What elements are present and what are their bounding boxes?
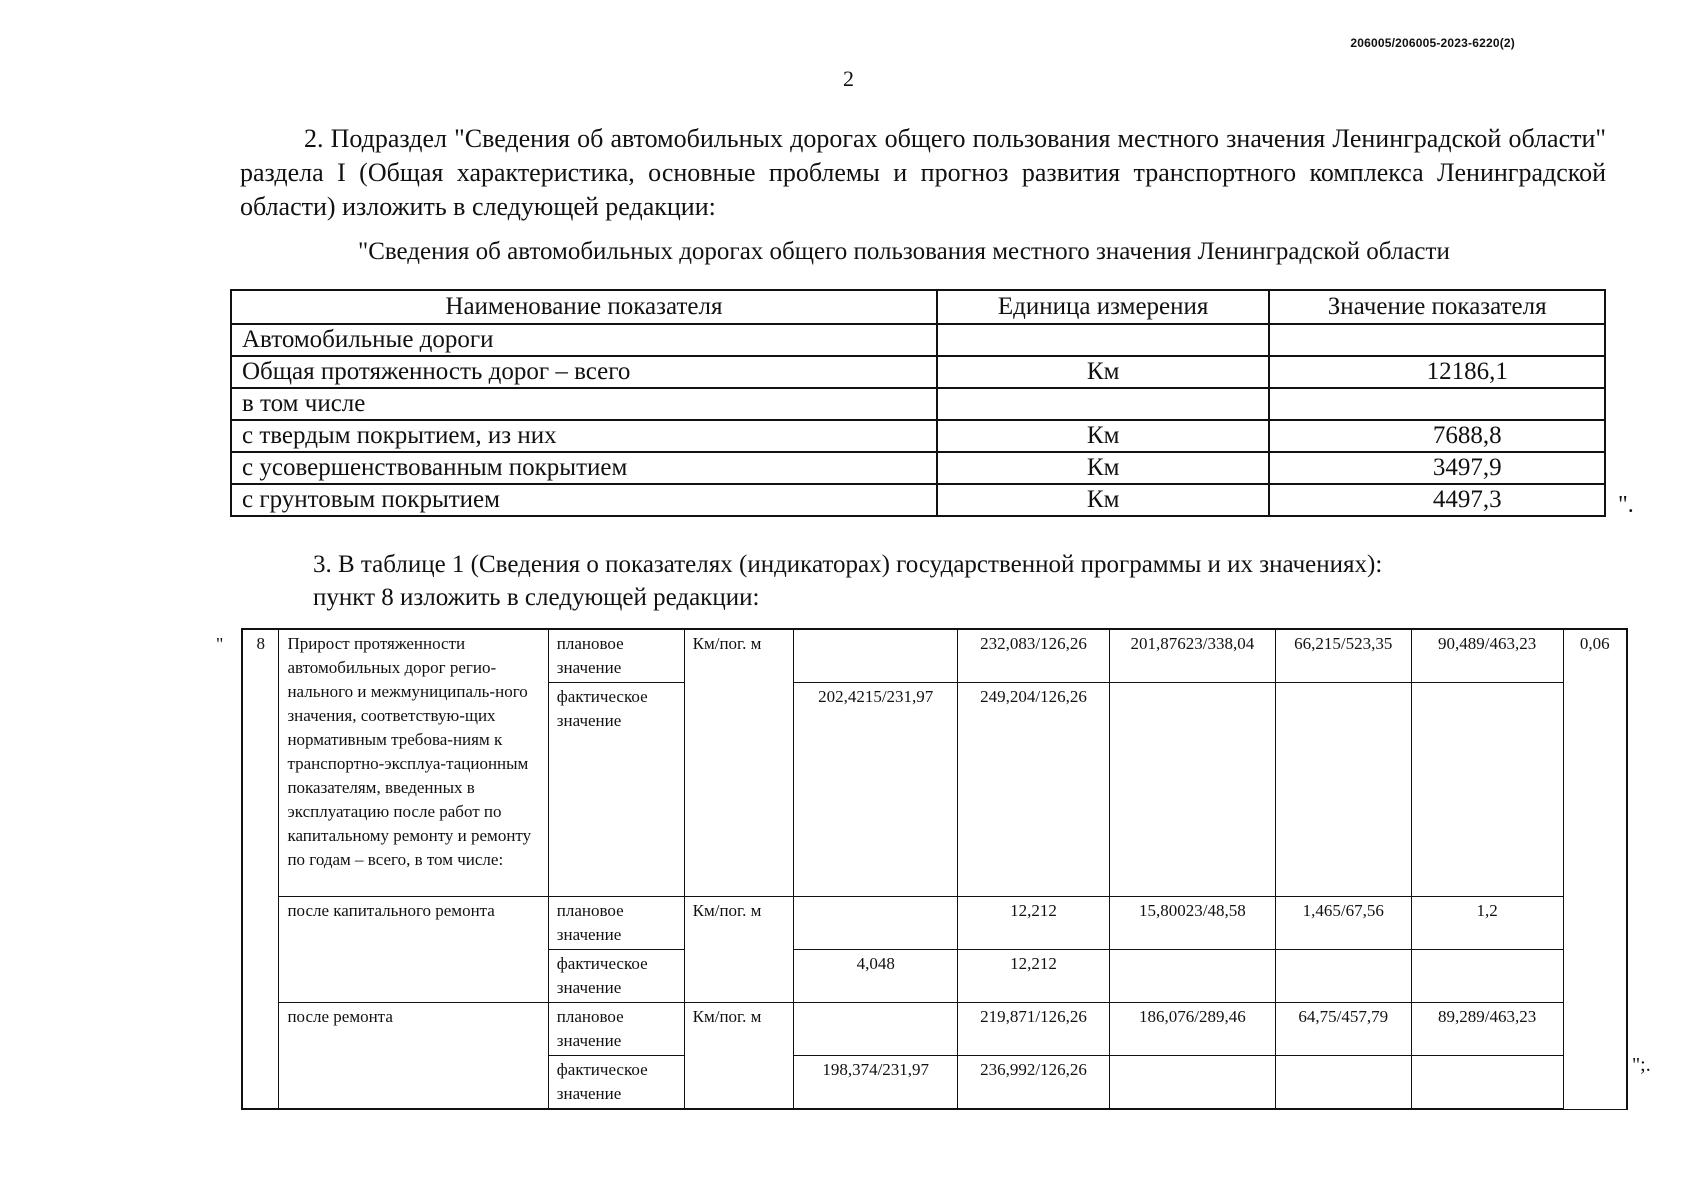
row-name: в том числе (231, 388, 937, 420)
unit: Км/пог. м (684, 1003, 794, 1110)
table-row (242, 1003, 1627, 1056)
value-cell (1109, 1056, 1275, 1110)
value-cell (1109, 683, 1275, 897)
table-header-row (231, 290, 1605, 324)
value-type: фактическое значение (548, 1056, 684, 1110)
value-cell: 90,489/463,23 (1411, 629, 1563, 683)
table-1-caption: "Сведения об автомобильных дорогах общего пользования местного значения Ленинградской области (358, 238, 1450, 265)
value-cell: 249,204/126,26 (958, 683, 1110, 897)
row-unit: Км (937, 420, 1270, 452)
table-row (242, 897, 1627, 950)
table-2-opening-quote: " (216, 634, 224, 654)
section-3-paragraph (313, 548, 1382, 614)
value-cell (1411, 683, 1563, 897)
row-unit: Км (937, 452, 1270, 484)
value-type: плановое значение (548, 897, 684, 950)
row-unit: Км (937, 356, 1270, 388)
unit: Км/пог. м (684, 629, 794, 897)
table-row (231, 388, 1605, 420)
value-cell (1275, 1056, 1411, 1110)
table-row (231, 324, 1605, 356)
value-cell: 232,083/126,26 (958, 629, 1110, 683)
page-number: 2 (843, 66, 854, 91)
table-2-closing-quote: ";. (1632, 1054, 1651, 1076)
indicator-name: после капитального ремонта (279, 897, 548, 1003)
row-unit (937, 324, 1270, 356)
row-value (1269, 324, 1605, 356)
column-header-unit: Единица измерения (937, 290, 1270, 324)
row-unit (937, 388, 1270, 420)
value-type: фактическое значение (548, 950, 684, 1003)
table-row (231, 356, 1605, 388)
value-cell (794, 629, 958, 683)
row-value (1269, 388, 1605, 420)
value-cell (794, 1003, 958, 1056)
row-name: Автомобильные дороги (231, 324, 937, 356)
indicator-name: Прирост протяженности автомобильных дорог регио-нального и межмуниципаль-ного значения, соответствую-щих нормативным требова-ниям к транспортно-эксплуа-тационным показателям, введенных в эксплуатацию после работ по капитальному ремонту и ремонту по годам – всего, в том числе: (279, 629, 548, 897)
value-cell: 219,871/126,26 (958, 1003, 1110, 1056)
value-cell: 64,75/457,79 (1275, 1003, 1411, 1056)
item-number: 8 (242, 629, 279, 1109)
value-cell: 201,87623/338,04 (1109, 629, 1275, 683)
value-cell (1275, 950, 1411, 1003)
table-row (231, 452, 1605, 484)
column-header-value: Значение показателя (1269, 290, 1605, 324)
value-cell: 1,465/67,56 (1275, 897, 1411, 950)
value-cell: 198,374/231,97 (794, 1056, 958, 1110)
section-2-paragraph: 2. Подраздел "Сведения об автомобильных дорогах общего пользования местного значения Ленинградской области" раздела I (Общая характеристика, основные проблемы и прогноз развития транспортного комплекса Ленинградской области) изложить в следующей редакции: (240, 124, 1606, 221)
value-cell: 202,4215/231,97 (794, 683, 958, 897)
table-row (231, 484, 1605, 516)
roads-summary-table (230, 289, 1606, 517)
value-cell: 236,992/126,26 (958, 1056, 1110, 1110)
indicator-table (241, 628, 1628, 1110)
section-3-line-1: 3. В таблице 1 (Сведения о показателях (индикаторах) государственной программы и их значениях): (313, 551, 1383, 578)
table-row (231, 420, 1605, 452)
value-cell (794, 897, 958, 950)
value-cell: 66,215/523,35 (1275, 629, 1411, 683)
row-name: с усовершенствованным покрытием (231, 452, 937, 484)
unit: Км/пог. м (684, 897, 794, 1003)
row-value: 12186,1 (1269, 356, 1605, 388)
row-value: 3497,9 (1269, 452, 1605, 484)
value-type: плановое значение (548, 629, 684, 683)
row-name: с грунтовым покрытием (231, 484, 937, 516)
value-cell (1109, 950, 1275, 1003)
value-cell: 12,212 (958, 950, 1110, 1003)
value-cell (1275, 683, 1411, 897)
row-name: Общая протяженность дорог – всего (231, 356, 937, 388)
row-value: 4497,3 (1269, 484, 1605, 516)
value-cell: 0,06 (1563, 629, 1627, 1109)
value-type: фактическое значение (548, 683, 684, 897)
value-cell: 4,048 (794, 950, 958, 1003)
value-cell: 89,289/463,23 (1411, 1003, 1563, 1056)
row-value: 7688,8 (1269, 420, 1605, 452)
row-unit: Км (937, 484, 1270, 516)
value-type: плановое значение (548, 1003, 684, 1056)
value-cell (1411, 950, 1563, 1003)
row-name: с твердым покрытием, из них (231, 420, 937, 452)
value-cell: 186,076/289,46 (1109, 1003, 1275, 1056)
table-1-closing-quote: ". (1618, 492, 1634, 518)
value-cell: 12,212 (958, 897, 1110, 950)
value-cell: 15,80023/48,58 (1109, 897, 1275, 950)
value-cell: 1,2 (1411, 897, 1563, 950)
value-cell (1411, 1056, 1563, 1110)
section-3-line-2: пункт 8 изложить в следующей редакции: (313, 584, 760, 611)
table-row (242, 629, 1627, 683)
indicator-name: после ремонта (279, 1003, 548, 1110)
column-header-name: Наименование показателя (231, 290, 937, 324)
document-number: 206005/206005-2023-6220(2) (1350, 36, 1515, 50)
